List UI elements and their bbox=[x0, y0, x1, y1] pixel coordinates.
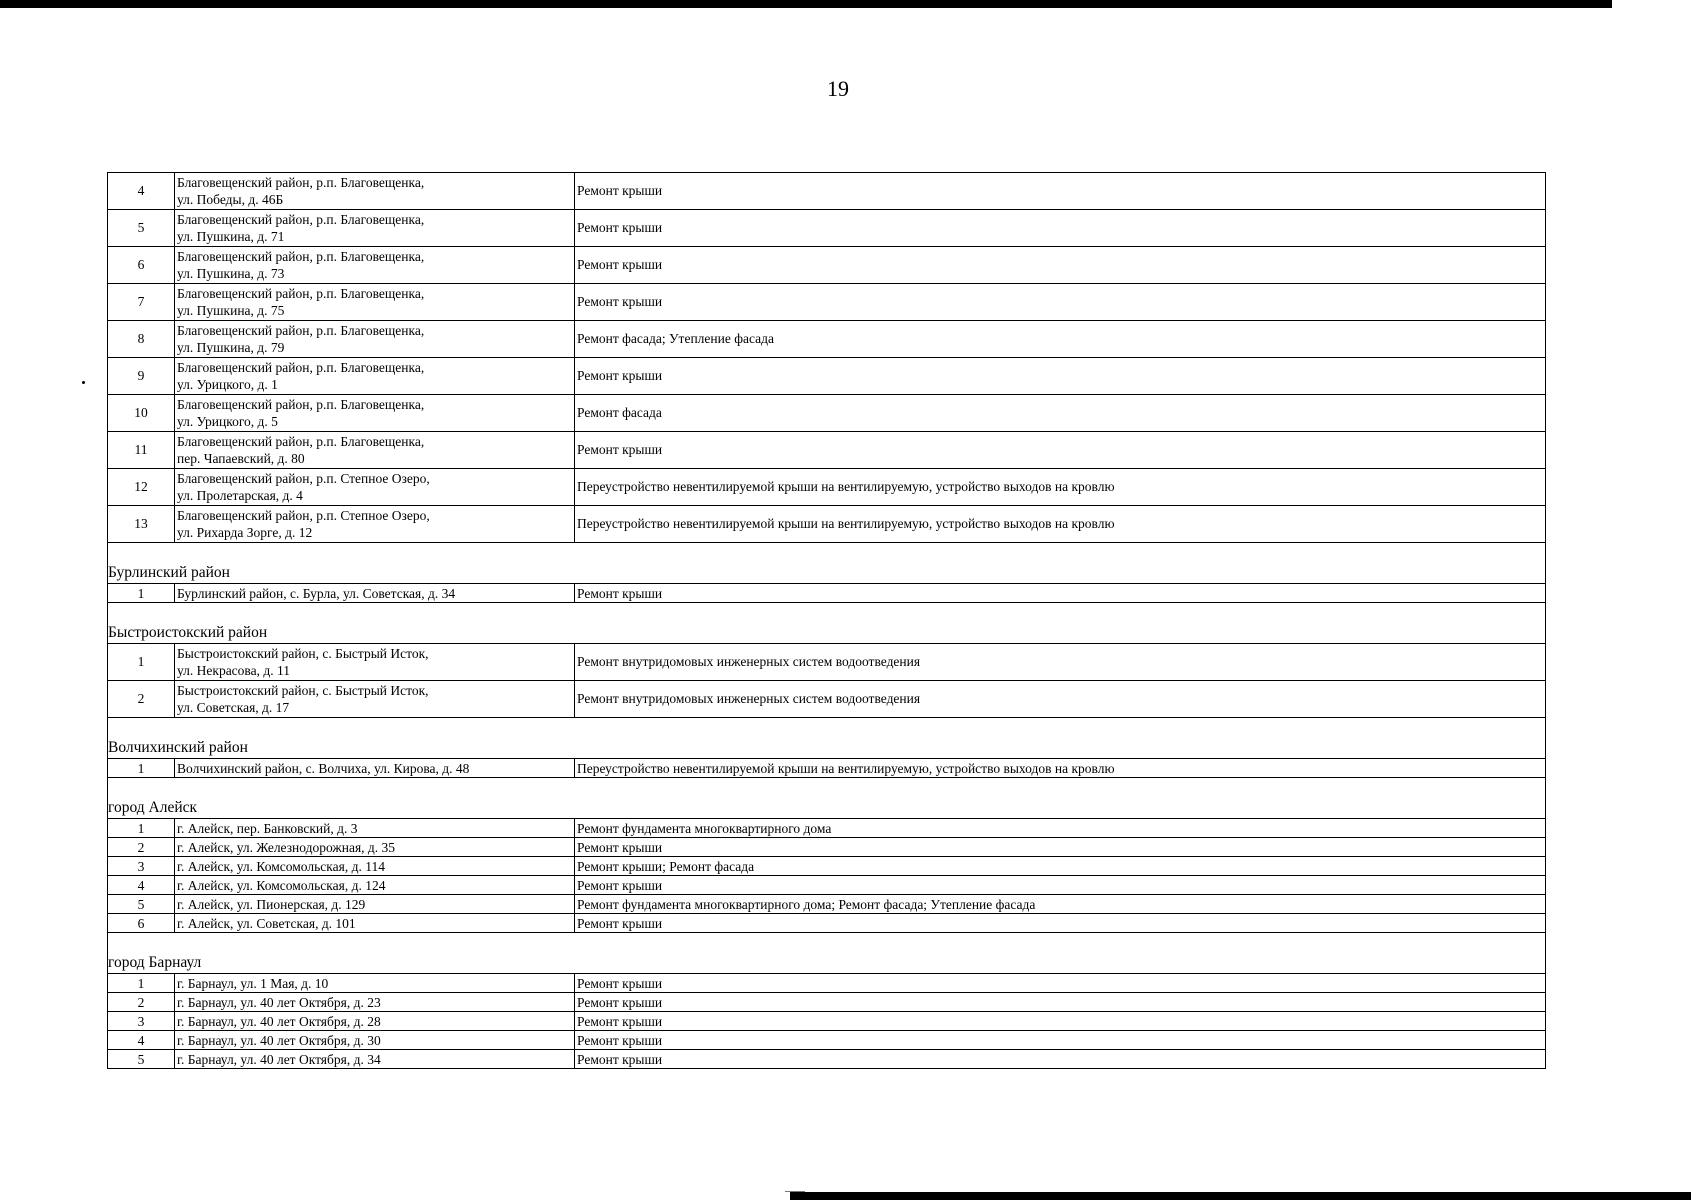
work-type-cell: Ремонт крыши bbox=[575, 914, 1546, 933]
address-line: ул. Пушкина, д. 71 bbox=[177, 229, 285, 244]
work-type-cell: Ремонт крыши bbox=[575, 993, 1546, 1012]
work-type-cell: Ремонт фундамента многоквартирного дома; Ремонт фасада; Утепление фасада bbox=[575, 895, 1546, 914]
table-row bbox=[108, 284, 1546, 321]
row-number: 11 bbox=[108, 432, 175, 469]
row-number: 3 bbox=[108, 857, 175, 876]
row-number: 12 bbox=[108, 469, 175, 506]
scan-edge-top bbox=[0, 0, 1612, 8]
work-type-cell: Переустройство невентилируемой крыши на вентилируемую, устройство выходов на кровлю bbox=[575, 506, 1546, 543]
address-line: г. Барнаул, ул. 1 Мая, д. 10 bbox=[177, 975, 329, 991]
section-heading: Бурлинский район bbox=[108, 543, 1546, 584]
table-row bbox=[108, 857, 1546, 876]
work-type-cell: Ремонт крыши bbox=[575, 1031, 1546, 1050]
address-cell bbox=[175, 857, 575, 876]
work-type-cell: Ремонт внутридомовых инженерных систем водоотведения bbox=[575, 681, 1546, 718]
row-number: 7 bbox=[108, 284, 175, 321]
address-cell bbox=[175, 914, 575, 933]
address-cell bbox=[175, 432, 575, 469]
row-number: 5 bbox=[108, 1050, 175, 1069]
address-cell bbox=[175, 681, 575, 718]
address-line: г. Алейск, ул. Железнодорожная, д. 35 bbox=[177, 839, 396, 855]
address-cell bbox=[175, 1050, 575, 1069]
table-row bbox=[108, 681, 1546, 718]
work-type-cell: Ремонт крыши bbox=[575, 358, 1546, 395]
address-line: Быстроистокский район, с. Быстрый Исток, bbox=[177, 683, 429, 698]
row-number: 4 bbox=[108, 876, 175, 895]
work-type-cell: Ремонт крыши bbox=[575, 974, 1546, 993]
address-cell bbox=[175, 247, 575, 284]
address-line: ул. Пролетарская, д. 4 bbox=[177, 488, 303, 503]
address-line: Благовещенский район, р.п. Степное Озеро, bbox=[177, 471, 430, 486]
work-type-cell: Ремонт крыши bbox=[575, 173, 1546, 210]
address-line: ул. Урицкого, д. 5 bbox=[177, 414, 278, 429]
table-row bbox=[108, 469, 1546, 506]
row-number: 4 bbox=[108, 1031, 175, 1050]
row-number: 5 bbox=[108, 895, 175, 914]
section-heading-row bbox=[108, 778, 1546, 819]
address-cell bbox=[175, 838, 575, 857]
address-line: Благовещенский район, р.п. Благовещенка, bbox=[177, 286, 425, 301]
address-line: ул. Урицкого, д. 1 bbox=[177, 377, 278, 392]
address-line: г. Алейск, ул. Комсомольская, д. 124 bbox=[177, 877, 386, 893]
repair-list-table bbox=[107, 172, 1546, 1069]
address-line: г. Алейск, ул. Пионерская, д. 129 bbox=[177, 896, 366, 912]
address-line: Бурлинский район, с. Бурла, ул. Советская, д. 34 bbox=[177, 585, 456, 601]
table-row bbox=[108, 210, 1546, 247]
row-number: 8 bbox=[108, 321, 175, 358]
row-number: 10 bbox=[108, 395, 175, 432]
table-row bbox=[108, 895, 1546, 914]
address-line: г. Барнаул, ул. 40 лет Октября, д. 23 bbox=[177, 994, 381, 1010]
table-row bbox=[108, 914, 1546, 933]
work-type-cell: Ремонт крыши bbox=[575, 284, 1546, 321]
address-line: ул. Советская, д. 17 bbox=[177, 700, 290, 715]
address-line: г. Алейск, ул. Советская, д. 101 bbox=[177, 915, 356, 931]
address-line: Благовещенский район, р.п. Благовещенка, bbox=[177, 397, 425, 412]
work-type-cell: Ремонт внутридомовых инженерных систем водоотведения bbox=[575, 644, 1546, 681]
scan-edge-bottom bbox=[790, 1192, 1691, 1200]
row-number: 4 bbox=[108, 173, 175, 210]
row-number: 2 bbox=[108, 681, 175, 718]
work-type-cell: Ремонт крыши bbox=[575, 584, 1546, 603]
table-row bbox=[108, 247, 1546, 284]
section-heading-row bbox=[108, 543, 1546, 584]
work-type-cell: Ремонт крыши bbox=[575, 876, 1546, 895]
row-number: 1 bbox=[108, 974, 175, 993]
address-line: Благовещенский район, р.п. Степное Озеро, bbox=[177, 508, 430, 523]
section-heading-row bbox=[108, 603, 1546, 644]
address-cell bbox=[175, 974, 575, 993]
address-cell bbox=[175, 284, 575, 321]
table-row bbox=[108, 838, 1546, 857]
table-row bbox=[108, 358, 1546, 395]
address-line: г. Барнаул, ул. 40 лет Октября, д. 34 bbox=[177, 1051, 381, 1067]
work-type-cell: Ремонт крыши bbox=[575, 210, 1546, 247]
address-line: ул. Победы, д. 46Б bbox=[177, 192, 284, 207]
address-line: Благовещенский район, р.п. Благовещенка, bbox=[177, 323, 425, 338]
row-number: 1 bbox=[108, 819, 175, 838]
table-row bbox=[108, 993, 1546, 1012]
address-line: ул. Пушкина, д. 75 bbox=[177, 303, 285, 318]
section-heading-row bbox=[108, 933, 1546, 974]
table-row bbox=[108, 1012, 1546, 1031]
table-row bbox=[108, 432, 1546, 469]
address-cell bbox=[175, 395, 575, 432]
address-cell bbox=[175, 469, 575, 506]
work-type-cell: Ремонт фасада; Утепление фасада bbox=[575, 321, 1546, 358]
work-type-cell: Ремонт крыши bbox=[575, 838, 1546, 857]
section-heading-row bbox=[108, 718, 1546, 759]
row-number: 1 bbox=[108, 584, 175, 603]
address-line: Волчихинский район, с. Волчиха, ул. Кирова, д. 48 bbox=[177, 760, 470, 776]
address-cell bbox=[175, 1031, 575, 1050]
work-type-cell: Ремонт крыши bbox=[575, 1012, 1546, 1031]
address-line: Благовещенский район, р.п. Благовещенка, bbox=[177, 249, 425, 264]
address-line: г. Алейск, пер. Банковский, д. 3 bbox=[177, 820, 358, 836]
address-line: ул. Рихарда Зорге, д. 12 bbox=[177, 525, 313, 540]
table-row bbox=[108, 876, 1546, 895]
address-line: г. Барнаул, ул. 40 лет Октября, д. 30 bbox=[177, 1032, 381, 1048]
table-row bbox=[108, 321, 1546, 358]
table-row bbox=[108, 173, 1546, 210]
address-cell bbox=[175, 819, 575, 838]
work-type-cell: Ремонт крыши bbox=[575, 1050, 1546, 1069]
table-row bbox=[108, 974, 1546, 993]
row-number: 2 bbox=[108, 838, 175, 857]
work-type-cell: Ремонт крыши bbox=[575, 247, 1546, 284]
row-number: 5 bbox=[108, 210, 175, 247]
section-heading: город Алейск bbox=[108, 778, 1546, 819]
address-line: ул. Пушкина, д. 79 bbox=[177, 340, 285, 355]
scan-edge-bottom-hairline bbox=[785, 1191, 805, 1192]
section-heading: город Барнаул bbox=[108, 933, 1546, 974]
work-type-cell: Переустройство невентилируемой крыши на вентилируемую, устройство выходов на кровлю bbox=[575, 469, 1546, 506]
scan-speck bbox=[82, 381, 85, 384]
row-number: 1 bbox=[108, 644, 175, 681]
address-line: г. Барнаул, ул. 40 лет Октября, д. 28 bbox=[177, 1013, 381, 1029]
address-line: Благовещенский район, р.п. Благовещенка, bbox=[177, 360, 425, 375]
work-type-cell: Ремонт крыши; Ремонт фасада bbox=[575, 857, 1546, 876]
row-number: 6 bbox=[108, 914, 175, 933]
table-row bbox=[108, 1031, 1546, 1050]
address-cell bbox=[175, 759, 575, 778]
address-cell bbox=[175, 895, 575, 914]
address-cell bbox=[175, 506, 575, 543]
row-number: 13 bbox=[108, 506, 175, 543]
section-heading: Волчихинский район bbox=[108, 718, 1546, 759]
row-number: 3 bbox=[108, 1012, 175, 1031]
address-line: г. Алейск, ул. Комсомольская, д. 114 bbox=[177, 858, 385, 874]
address-line: Благовещенский район, р.п. Благовещенка, bbox=[177, 212, 425, 227]
work-type-cell: Переустройство невентилируемой крыши на вентилируемую, устройство выходов на кровлю bbox=[575, 759, 1546, 778]
table-row bbox=[108, 395, 1546, 432]
work-type-cell: Ремонт фасада bbox=[575, 395, 1546, 432]
address-line: пер. Чапаевский, д. 80 bbox=[177, 451, 305, 466]
address-line: Благовещенский район, р.п. Благовещенка, bbox=[177, 175, 425, 190]
address-cell bbox=[175, 358, 575, 395]
address-line: ул. Некрасова, д. 11 bbox=[177, 663, 290, 678]
table-row bbox=[108, 819, 1546, 838]
address-cell bbox=[175, 321, 575, 358]
table-row bbox=[108, 644, 1546, 681]
address-line: Благовещенский район, р.п. Благовещенка, bbox=[177, 434, 425, 449]
row-number: 1 bbox=[108, 759, 175, 778]
work-type-cell: Ремонт фундамента многоквартирного дома bbox=[575, 819, 1546, 838]
address-line: ул. Пушкина, д. 73 bbox=[177, 266, 285, 281]
address-cell bbox=[175, 644, 575, 681]
address-line: Быстроистокский район, с. Быстрый Исток, bbox=[177, 646, 429, 661]
table-row bbox=[108, 759, 1546, 778]
address-cell bbox=[175, 210, 575, 247]
work-type-cell: Ремонт крыши bbox=[575, 432, 1546, 469]
row-number: 9 bbox=[108, 358, 175, 395]
address-cell bbox=[175, 584, 575, 603]
table-row bbox=[108, 584, 1546, 603]
row-number: 6 bbox=[108, 247, 175, 284]
table-row bbox=[108, 1050, 1546, 1069]
table-row bbox=[108, 506, 1546, 543]
address-cell bbox=[175, 173, 575, 210]
address-cell bbox=[175, 1012, 575, 1031]
section-heading: Быстроистокский район bbox=[108, 603, 1546, 644]
row-number: 2 bbox=[108, 993, 175, 1012]
address-cell bbox=[175, 993, 575, 1012]
address-cell bbox=[175, 876, 575, 895]
page-number: 19 bbox=[827, 76, 849, 101]
